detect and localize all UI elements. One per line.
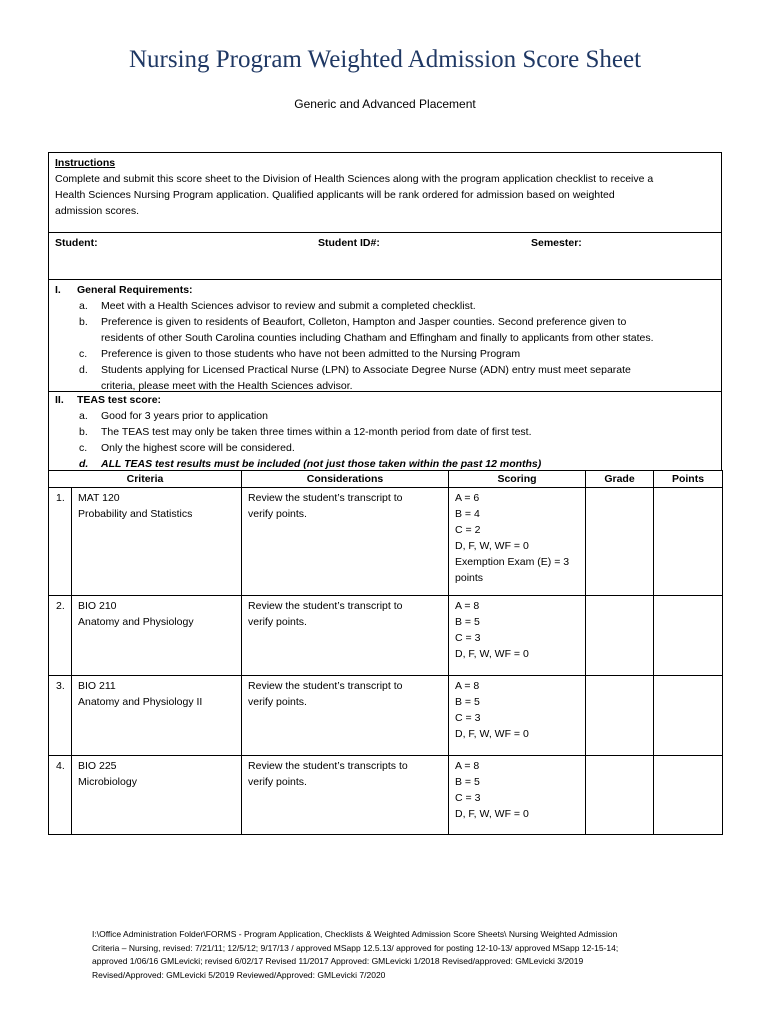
section-heading: General Requirements:: [77, 284, 193, 296]
course-name: Probability and Statistics: [78, 508, 193, 520]
scoring-line: A = 8: [455, 760, 480, 772]
general-requirements-section: [48, 279, 722, 392]
section-numeral: II.: [55, 394, 64, 406]
section-numeral: I.: [55, 284, 61, 296]
considerations-cell: [242, 596, 449, 676]
section-heading: TEAS test score:: [77, 394, 162, 406]
scoring-line: A = 8: [455, 680, 480, 692]
list-letter: a.: [79, 300, 88, 312]
grade-cell[interactable]: [586, 488, 654, 596]
list-text: Preference is given to those students who have not been admitted to the Nursing Program: [101, 348, 521, 360]
scoring-line: A = 6: [455, 492, 480, 504]
criteria-header: Criteria: [49, 471, 242, 488]
scoring-cell: [449, 596, 586, 676]
course-code: BIO 210: [78, 600, 117, 612]
table-row: [49, 488, 723, 596]
course-name: Anatomy and Physiology II: [78, 696, 203, 708]
consideration-line: Review the student’s transcript to: [248, 600, 403, 612]
scoring-line: B = 5: [455, 696, 480, 708]
scoring-line: A = 8: [455, 600, 480, 612]
footer-line: Criteria – Nursing, revised: 7/21/11; 12/5/12; 9/17/13 / approved MSapp 12.5.13/ approved for posting 12-10-13/ approved MSapp 12-15-14;: [92, 942, 619, 953]
list-text: ALL TEAS test results must be included (not just those taken within the past 12 months): [101, 458, 542, 470]
consideration-line: Review the student’s transcript to: [248, 680, 403, 692]
instructions-line: Health Sciences Nursing Program application. Qualified applicants will be rank ordered for admission based on weighted: [55, 189, 615, 201]
list-item: [77, 408, 715, 424]
criteria-cell: [72, 676, 242, 756]
points-cell[interactable]: [654, 756, 723, 835]
course-code: MAT 120: [78, 492, 120, 504]
row-number: 1.: [49, 488, 72, 596]
teas-section: [48, 391, 722, 471]
table-header-row: [49, 471, 723, 488]
scoring-line: B = 5: [455, 616, 480, 628]
criteria-cell: [72, 756, 242, 835]
page-title: Nursing Program Weighted Admission Score Sheet: [128, 46, 642, 73]
score-table: [48, 470, 723, 835]
considerations-cell: [242, 488, 449, 596]
consideration-line: Review the student’s transcript to: [248, 492, 403, 504]
scoring-line: B = 5: [455, 776, 480, 788]
semester-label: Semester:: [531, 237, 582, 249]
scoring-line: D, F, W, WF = 0: [455, 648, 529, 660]
list-letter: d.: [79, 364, 88, 376]
list-item: [77, 440, 715, 456]
list-letter: d.: [79, 458, 89, 470]
instructions-box: [48, 152, 722, 233]
footer-line: Revised/Approved: GMLevicki 5/2019 Reviewed/Approved: GMLevicki 7/2020: [92, 969, 386, 980]
grade-cell[interactable]: [586, 676, 654, 756]
list-letter: b.: [79, 426, 88, 438]
instructions-line: Complete and submit this score sheet to the Division of Health Sciences along with the program application checklist to receive a: [55, 173, 654, 185]
scoring-line: D, F, W, WF = 0: [455, 808, 529, 820]
student-info-box: [48, 232, 722, 280]
consideration-line: verify points.: [248, 616, 307, 628]
list-item: [77, 424, 715, 440]
course-name: Anatomy and Physiology: [78, 616, 194, 628]
criteria-cell: [72, 488, 242, 596]
scoring-line: D, F, W, WF = 0: [455, 540, 529, 552]
scoring-line: points: [455, 572, 484, 584]
consideration-line: verify points.: [248, 696, 307, 708]
scoring-line: B = 4: [455, 508, 480, 520]
grade-cell[interactable]: [586, 596, 654, 676]
points-cell[interactable]: [654, 676, 723, 756]
list-text: Students applying for Licensed Practical Nurse (LPN) to Associate Degree Nurse (ADN) entry must meet separate: [101, 364, 631, 376]
course-name: Microbiology: [78, 776, 137, 788]
list-letter: b.: [79, 316, 88, 328]
general-requirements-heading: [55, 282, 715, 298]
grade-header: Grade: [586, 471, 654, 488]
footer-revision-note: [92, 928, 692, 982]
considerations-header: Considerations: [242, 471, 449, 488]
list-text: Preference is given to residents of Beaufort, Colleton, Hampton and Jasper counties. Second preference given to: [101, 316, 627, 328]
consideration-line: verify points.: [248, 776, 307, 788]
footer-line: approved 1/06/16 GMLevicki; revised 6/02/17 Revised 11/2017 Approved: GMLevicki 1/2018 Revised/approved: GMLevicki 3/2019: [92, 956, 584, 966]
scoring-line: C = 2: [455, 524, 481, 536]
list-item: [77, 362, 715, 394]
scoring-line: C = 3: [455, 712, 481, 724]
row-number: 2.: [49, 596, 72, 676]
teas-heading: [55, 392, 715, 408]
list-letter: c.: [79, 348, 88, 360]
scoring-line: Exemption Exam (E) = 3: [455, 556, 570, 568]
instructions-heading: Instructions: [55, 157, 116, 169]
scoring-header: Scoring: [449, 471, 586, 488]
considerations-cell: [242, 676, 449, 756]
scoring-cell: [449, 676, 586, 756]
list-text: The TEAS test may only be taken three times within a 12-month period from date of first test.: [101, 426, 532, 438]
scoring-cell: [449, 756, 586, 835]
scoring-line: C = 3: [455, 792, 481, 804]
student-id-label: Student ID#:: [318, 237, 380, 249]
table-row: [49, 676, 723, 756]
considerations-cell: [242, 756, 449, 835]
scoring-line: C = 3: [455, 632, 481, 644]
list-text: Good for 3 years prior to application: [101, 410, 268, 422]
list-text: residents of other South Carolina counties including Chatham and Effingham and finally to applicants from other states.: [101, 332, 654, 344]
table-row: [49, 756, 723, 835]
scoring-line: D, F, W, WF = 0: [455, 728, 529, 740]
course-code: BIO 225: [78, 760, 117, 772]
list-letter: a.: [79, 410, 88, 422]
scoring-cell: [449, 488, 586, 596]
points-cell[interactable]: [654, 488, 723, 596]
list-text: criteria, please meet with the Health Sciences advisor.: [101, 380, 353, 392]
list-text: Meet with a Health Sciences advisor to review and submit a completed checklist.: [101, 300, 476, 312]
row-number: 4.: [49, 756, 72, 835]
table-row: [49, 596, 723, 676]
list-item: [77, 314, 715, 346]
list-letter: c.: [79, 442, 88, 454]
list-item: [77, 298, 715, 314]
instructions-line: admission scores.: [55, 205, 140, 217]
student-label: Student:: [55, 237, 98, 249]
list-item: [77, 346, 715, 362]
consideration-line: verify points.: [248, 508, 307, 520]
grade-cell[interactable]: [586, 756, 654, 835]
points-header: Points: [654, 471, 723, 488]
points-cell[interactable]: [654, 596, 723, 676]
criteria-cell: [72, 596, 242, 676]
course-code: BIO 211: [78, 680, 116, 692]
row-number: 3.: [49, 676, 72, 756]
footer-line: I:\Office Administration Folder\FORMS - Program Application, Checklists & Weighted Admission Score Sheets\ Nursing Weighted Admission: [92, 929, 618, 939]
consideration-line: Review the student’s transcripts to: [248, 760, 408, 772]
page-subtitle: Generic and Advanced Placement: [294, 97, 476, 111]
list-text: Only the highest score will be considered.: [101, 442, 295, 454]
